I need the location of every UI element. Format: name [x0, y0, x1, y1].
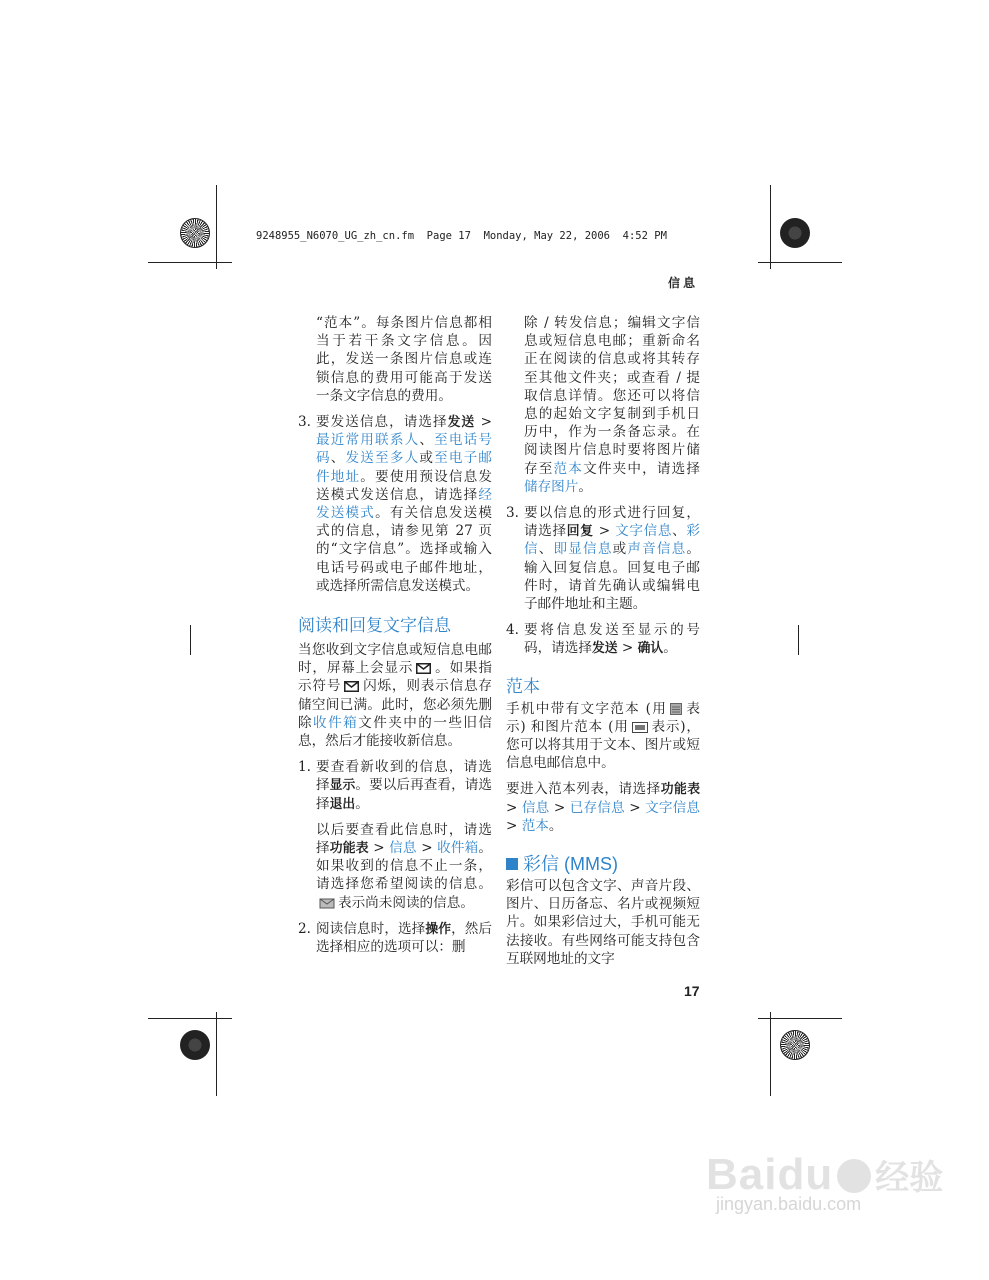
section-heading: 彩信 (MMS) — [506, 853, 700, 875]
link[interactable]: 经发送模式 — [316, 486, 492, 522]
link[interactable]: 收件箱 — [313, 714, 359, 731]
crop-line — [148, 1018, 232, 1019]
link[interactable]: 至电话号码 — [316, 432, 493, 467]
left-column — [298, 314, 492, 956]
link[interactable]: 彩信 — [524, 523, 701, 558]
envelope-icon — [344, 681, 359, 692]
list-item-3: 3. 要以信息的形式进行回复，请选择回复 > 文字信息、彩信、即显信息或声音信息。输入回复信息。回复电子邮件时，请首先确认或编辑电子邮件地址和主题。 — [506, 505, 701, 613]
registration-mark — [180, 218, 210, 248]
paragraph: 手机中带有文字范本 (用 表示) 和图片范本 (用 表示)，您可以将其用于文本、图片或短信息电邮信息中。 — [506, 700, 700, 772]
crop-line — [798, 625, 799, 655]
text-template-icon — [670, 703, 682, 715]
page-number: 17 — [684, 983, 700, 999]
envelope-icon — [416, 663, 431, 674]
crop-line — [216, 185, 217, 269]
paragraph: 当您收到文字信息或短信息电邮时，屏幕上会显示 。如果指示符号 闪烁，则表示信息存储空间已满。此时，您必须先删除收件箱文件夹中的一些旧信息，然后才能接收新信息。 — [298, 642, 493, 750]
link[interactable]: 信息 — [389, 840, 417, 857]
section-heading: 阅读和回复文字信息 — [298, 616, 451, 636]
registration-mark — [180, 1030, 210, 1060]
list-item-4: 4. 要将信息发送至显示的号码，请选择发送 > 确认。 — [506, 622, 700, 657]
section-heading: 范本 — [506, 676, 540, 696]
print-header: 9248955_N6070_UG_zh_cn.fm Page 17 Monday, May 22, 2006 4:52 PM — [256, 230, 667, 242]
picture-template-icon — [632, 722, 648, 733]
baidu-watermark: Baidu 经验 jingyan.baidu.com — [706, 1150, 944, 1214]
registration-mark — [780, 218, 810, 248]
link[interactable]: 声音信息 — [627, 541, 687, 558]
list-item-1-detail: 以后要查看此信息时，请选择功能表 > 信息 > 收件箱。如果收到的信息不止一条，请选择您希望阅读的信息。表示尚未阅读的信息。 — [316, 821, 493, 911]
link[interactable]: 信息 — [521, 799, 550, 816]
unread-envelope-icon — [319, 898, 335, 909]
link[interactable]: 储存图片 — [524, 478, 579, 495]
link[interactable]: 发送至多人 — [345, 450, 420, 467]
link[interactable]: 文字信息 — [645, 799, 700, 816]
link[interactable]: 已存信息 — [569, 799, 625, 816]
section-label: 信息 — [668, 276, 699, 290]
right-column — [506, 314, 700, 968]
paragraph: 要进入范本列表，请选择功能表 > 信息 > 已存信息 > 文字信息 > 范本。 — [506, 781, 701, 834]
continued-paragraph: 除 / 转发信息；编辑文字信息或短信息电邮；重新命名正在阅读的信息或将其转存至其他文件夹；或查看 / 提取信息详情。您还可以将信息的起始文字复制到手机日历中，作为一条备忘录。在阅读图片信息时要将图片储存至范本文件夹中，请选择储存图片。 — [524, 315, 701, 495]
link[interactable]: 文字信息 — [615, 523, 673, 540]
crop-line — [148, 262, 232, 263]
crop-line — [770, 1012, 771, 1096]
crop-line — [216, 1012, 217, 1096]
list-item-1: 1. 要查看新收到的信息，请选择显示。要以后再查看，请选择退出。 — [298, 759, 493, 812]
crop-line — [190, 625, 191, 655]
link[interactable]: 范本 — [521, 817, 549, 834]
list-item-2: 2. 阅读信息时，选择操作，然后选择相应的选项可以：删 — [298, 920, 493, 956]
registration-mark — [780, 1030, 810, 1060]
link[interactable]: 最近常用联系人 — [316, 432, 420, 449]
crop-line — [770, 185, 771, 269]
paragraph: 彩信可以包含文字、声音片段、图片、日历备忘、名片或视频短片。如果彩信过大，手机可能无法接收。有些网络可能支持包含互联网地址的文字 — [506, 878, 700, 967]
square-bullet-icon — [506, 858, 518, 870]
paw-icon — [837, 1159, 871, 1193]
link[interactable]: 即显信息 — [553, 541, 613, 558]
link[interactable]: 范本 — [553, 460, 584, 477]
intro-paragraph: “范本”。每条图片信息都相当于若干条文字信息。因此，发送一条图片信息或连锁信息的费用可能高于发送一条文字信息的费用。 — [316, 315, 492, 404]
list-item-3: 3. 要发送信息，请选择发送 > 最近常用联系人、至电话号码、发送至多人或至电子邮件地址。要使用预设信息发送模式发送信息，请选择经发送模式。有关信息发送模式的信息，请参见第 27 页的“文字信息”。选择或输入电话号码或电子邮件地址，或选择所需信息发送模式。 — [298, 414, 493, 594]
link[interactable]: 至电子邮件地址 — [316, 450, 493, 485]
link[interactable]: 收件箱 — [437, 840, 479, 857]
